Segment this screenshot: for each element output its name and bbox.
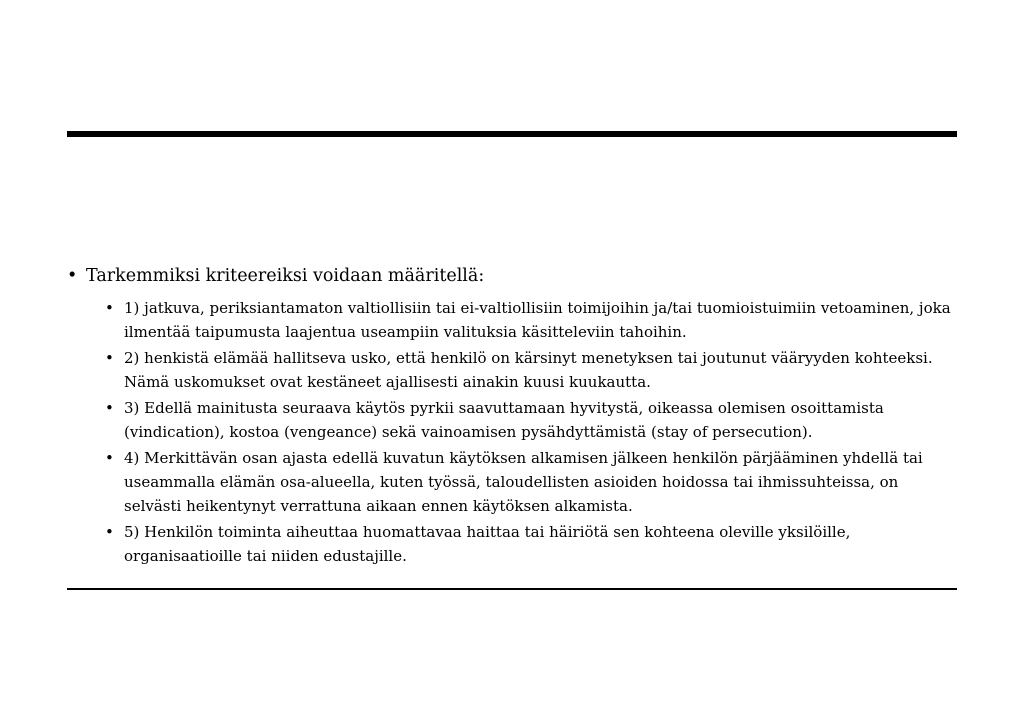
list-item	[67, 446, 957, 518]
main-bullet-text: Tarkemmiksi kriteereiksi voidaan määritellä:	[86, 266, 485, 286]
list-item-text: 5) Henkilön toiminta aiheuttaa huomattavaa haittaa tai häiriötä sen kohteena oleville yksilöille, organisaatioille tai niiden edustajille.	[124, 523, 851, 565]
bullet-marker: •	[105, 399, 114, 417]
bullet-marker: •	[105, 349, 114, 367]
bullet-marker: •	[67, 266, 78, 286]
list-item	[67, 296, 957, 344]
bullet-marker: •	[105, 299, 114, 317]
list-item-text: 3) Edellä mainitusta seuraava käytös pyrkii saavuttamaan hyvitystä, oikeassa olemisen osoittamista (vindication), kostoa (vengeance) sekä vainoamisen pysähdyttämistä (stay of persecution).	[124, 399, 884, 441]
slide-content	[67, 264, 957, 570]
top-divider	[67, 131, 957, 137]
bullet-marker: •	[105, 523, 114, 541]
bottom-divider	[67, 588, 957, 590]
main-bullet	[67, 264, 957, 288]
list-item	[67, 396, 957, 444]
list-item-text: 2) henkistä elämää hallitseva usko, että henkilö on kärsinyt menetyksen tai joutunut vääryyden kohteeksi. Nämä uskomukset ovat kestäneet ajallisesti ainakin kuusi kuukautta.	[124, 349, 933, 391]
list-item	[67, 346, 957, 394]
list-item-text: 4) Merkittävän osan ajasta edellä kuvatun käytöksen alkamisen jälkeen henkilön pärjääminen yhdellä tai useammalla elämän osa-alueella, kuten työssä, taloudellisten asioiden hoidossa tai ihmissuhteissa, on selvästi heikentynyt verrattuna aikaan ennen käytöksen alkamista.	[124, 449, 923, 515]
criteria-list	[67, 296, 957, 568]
list-item-text: 1) jatkuva, periksiantamaton valtiollisiin tai ei-valtiollisiin toimijoihin ja/tai tuomioistuimiin vetoaminen, joka ilmentää taipumusta laajentua useampiin valituksia käsitteleviin tahoihin.	[124, 299, 951, 341]
bullet-marker: •	[105, 449, 114, 467]
list-item	[67, 520, 957, 568]
